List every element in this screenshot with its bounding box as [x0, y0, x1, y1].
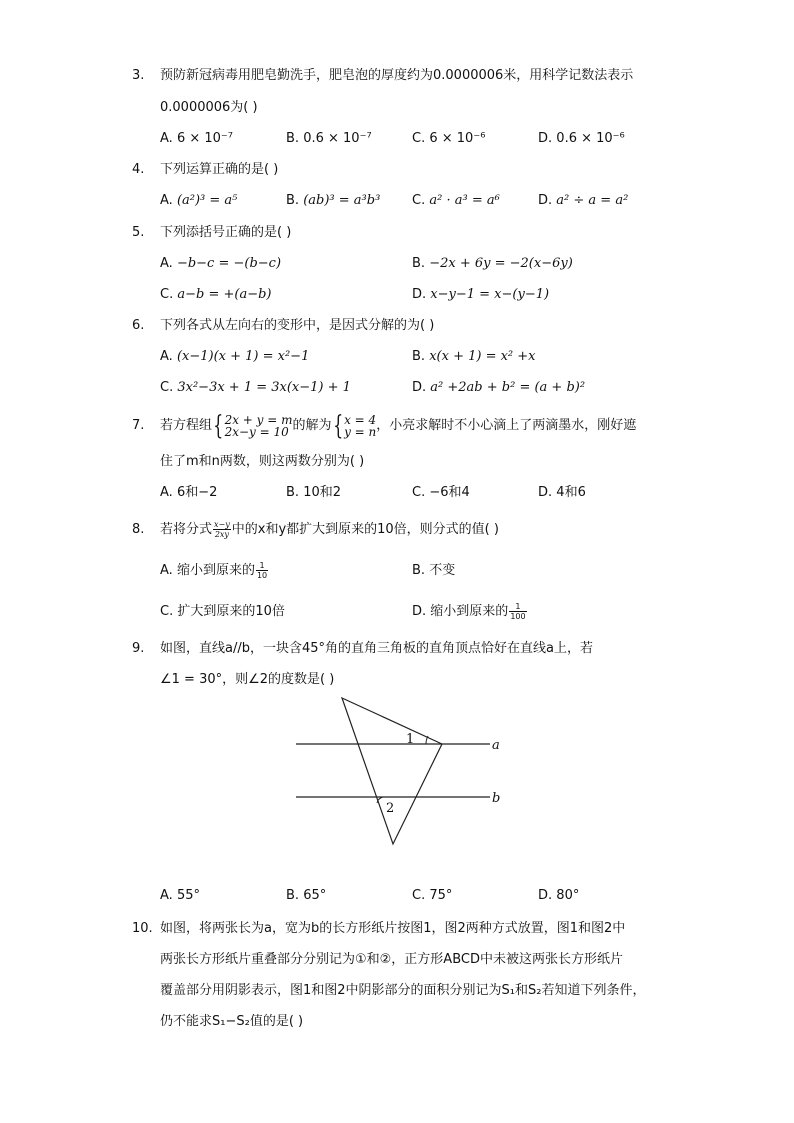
option-text: 6 × 10⁻⁶: [429, 131, 486, 146]
q10-stem-line4: 仍不能求S₁−S₂值的是( ): [160, 1014, 304, 1029]
option-label: A.: [160, 193, 173, 208]
option-text: 65°: [303, 888, 327, 903]
option-text: (ab)³ = a³b³: [303, 193, 381, 208]
q10-number: 10.: [132, 921, 153, 936]
option-text: 4和6: [556, 485, 586, 500]
option-text: a−b = +(a−b): [177, 287, 272, 302]
numerator: 1: [509, 602, 526, 612]
q10-stem-line2: 两张长方形纸片重叠部分分别记为①和②，正方形ABCD中未被这两张长方形纸片: [160, 952, 623, 967]
option-text: 80°: [556, 888, 580, 903]
option-text: (x−1)(x + 1) = x²−1: [176, 349, 310, 364]
q3-stem-line2: 0.0000006为( ): [160, 100, 258, 115]
option-text: 0.6 × 10⁻⁷: [303, 131, 372, 146]
q5-stem: 下列添括号正确的是( ): [160, 225, 292, 240]
option-label: D.: [412, 604, 427, 619]
q9-option-b[interactable]: [286, 887, 326, 905]
option-text: x(x + 1) = x² +x: [429, 349, 536, 364]
option-text: 6 × 10⁻⁷: [176, 131, 233, 146]
option-label: A.: [160, 563, 173, 578]
option-text: a² · a³ = a⁶: [429, 193, 500, 208]
option-text: 6和−2: [176, 485, 218, 500]
option-label: C.: [412, 888, 426, 903]
option-label: D.: [538, 193, 553, 208]
option-text: 75°: [429, 888, 453, 903]
q10-stem-line3: 覆盖部分用阴影表示，图1和图2中阴影部分的面积分别记为S₁和S₂若知道下列条件，: [160, 983, 646, 998]
option-label: D.: [538, 888, 553, 903]
equation-row: 2x + y = m: [224, 412, 293, 427]
q9-option-a[interactable]: [160, 887, 200, 905]
option-label: C.: [412, 485, 426, 500]
q9-stem-line1: 如图，直线a//b，一块含45°角的直角三角板的直角顶点恰好在直线a上，若: [160, 641, 593, 656]
denominator: 2xy: [214, 530, 229, 539]
option-label: B.: [286, 888, 300, 903]
denominator: 100: [510, 612, 526, 621]
option-label: D.: [412, 287, 427, 302]
line-b-label: b: [492, 791, 501, 806]
option-text: x−y−1 = x−(y−1): [430, 287, 550, 302]
option-text: 缩小到原来的: [430, 604, 509, 619]
left-brace: {: [213, 410, 224, 441]
angle-1-label: 1: [406, 732, 415, 747]
numerator: 1: [256, 561, 268, 571]
option-label: B.: [412, 563, 426, 578]
option-label: C.: [412, 131, 426, 146]
option-text: 不变: [429, 563, 456, 578]
option-text: −b−c = −(b−c): [176, 256, 282, 271]
option-label: A.: [160, 888, 173, 903]
equation-row: 2x−y = 10: [224, 424, 289, 439]
equation-row: y = n: [344, 424, 377, 439]
q7-number: 7.: [132, 418, 145, 433]
q3-stem-line1: 预防新冠病毒用肥皂勤洗手，肥皂泡的厚度约为0.0000006米，用科学记数法表示: [160, 68, 634, 83]
q9-number: 9.: [132, 641, 145, 656]
option-text: a² ÷ a = a²: [556, 193, 629, 208]
option-label: D.: [412, 380, 427, 395]
q7-stem-line2: 住了m和n两数，则这两数分别为( ): [160, 454, 365, 469]
option-text: 扩大到原来的10倍: [177, 604, 285, 619]
q7-post-text: ，小亮求解时不小心滴上了两滴墨水，刚好遮: [376, 418, 637, 433]
q4-stem: 下列运算正确的是( ): [160, 162, 279, 177]
q6-stem: 下列各式从左向右的变形中，是因式分解的为( ): [160, 318, 435, 333]
option-label: B.: [286, 193, 300, 208]
option-text: (a²)³ = a⁵: [176, 193, 238, 208]
option-label: B.: [412, 256, 426, 271]
left-brace: {: [332, 410, 343, 441]
q8-post-text: 中的x和y都扩大到原来的10倍，则分式的值( ): [231, 522, 499, 537]
option-text: 10和2: [303, 485, 342, 500]
angle-2-label: 2: [386, 801, 395, 816]
option-label: A.: [160, 485, 173, 500]
q3-number: 3.: [132, 68, 145, 83]
numerator: x−y: [214, 520, 230, 529]
option-text: −2x + 6y = −2(x−6y): [429, 256, 573, 271]
option-text: 0.6 × 10⁻⁶: [556, 131, 625, 146]
q7-pre-text: 若方程组: [160, 418, 213, 433]
option-text: 55°: [176, 888, 200, 903]
equation-row: x = 4: [344, 412, 377, 427]
option-text: −6和4: [429, 485, 470, 500]
q9-stem-line2: ∠1 = 30°，则∠2的度数是( ): [160, 672, 335, 687]
q9-option-d[interactable]: [538, 887, 579, 905]
option-label: B.: [412, 349, 426, 364]
option-label: B.: [286, 131, 300, 146]
option-label: C.: [160, 604, 174, 619]
option-label: A.: [160, 131, 173, 146]
line-a-label: a: [492, 738, 500, 753]
q8-number: 8.: [132, 522, 145, 537]
q5-number: 5.: [132, 225, 145, 240]
right-triangle: [342, 698, 442, 844]
option-label: D.: [538, 131, 553, 146]
option-label: C.: [160, 380, 174, 395]
q6-number: 6.: [132, 318, 145, 333]
option-text: a² +2ab + b² = (a + b)²: [430, 380, 586, 395]
q7-mid-text: 的解为: [292, 418, 332, 433]
option-label: B.: [286, 485, 300, 500]
option-label: C.: [160, 287, 174, 302]
denominator: 10: [256, 571, 268, 580]
q4-number: 4.: [132, 162, 145, 177]
q9-option-c[interactable]: [412, 887, 452, 905]
option-text: 缩小到原来的: [176, 563, 255, 578]
q10-stem-line1: 如图，将两张长为a，宽为b的长方形纸片按图1，图2两种方式放置，图1和图2中: [160, 921, 626, 936]
option-label: D.: [538, 485, 553, 500]
option-label: A.: [160, 349, 173, 364]
option-label: C.: [412, 193, 426, 208]
option-text: 3x²−3x + 1 = 3x(x−1) + 1: [177, 380, 351, 395]
q8-pre-text: 若将分式: [160, 522, 213, 537]
option-label: A.: [160, 256, 173, 271]
